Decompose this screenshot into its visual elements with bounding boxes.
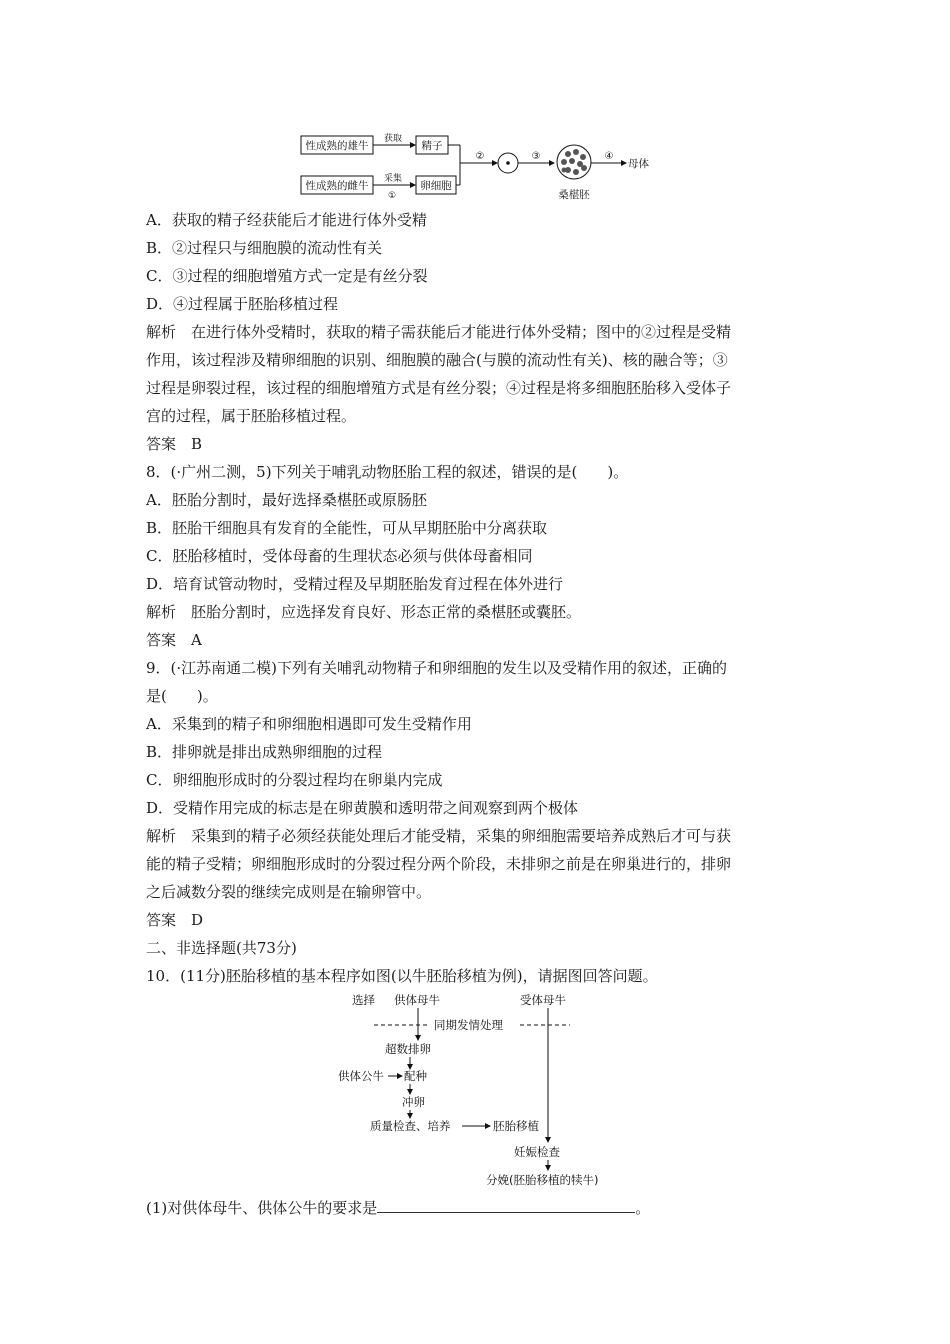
calving-label: 分娩(胚胎移植的犊牛): [486, 1173, 599, 1187]
step1-label: ①: [387, 191, 397, 201]
q8-option-a: A．胚胎分割时，最好选择桑椹胚或原肠胚: [146, 491, 427, 509]
q7-option-c: C．③过程的细胞增殖方式一定是有丝分裂: [146, 267, 428, 285]
sync-label: 同期发情处理: [434, 1018, 503, 1032]
q7-option-b: B．②过程只与细胞膜的流动性有关: [146, 239, 383, 257]
q9-analysis-line: 之后减数分裂的继续完成则是在输卵管中。: [146, 883, 432, 901]
q7-analysis-line: 宫的过程，属于胚胎移植过程。: [146, 407, 357, 425]
pregnancy-label: 妊娠检查: [514, 1145, 560, 1159]
q10-sub1: [146, 1198, 650, 1218]
q9-stem-line2: 是( )。: [146, 687, 218, 705]
recipient-cow-label: 受体母牛: [520, 993, 566, 1007]
step3-label: ③: [531, 151, 541, 162]
answer-blank[interactable]: [377, 1198, 635, 1213]
superovulation-label: 超数排卵: [385, 1042, 431, 1056]
q9-option-c: C．卵细胞形成时的分裂过程均在卵巢内完成: [146, 771, 443, 789]
embryo-transfer-flowchart: [330, 990, 620, 1190]
q8-option-d: D．培育试管动物时，受精过程及早期胚胎发育过程在体外进行: [146, 575, 564, 593]
donor-cow-label: 供体母牛: [394, 993, 440, 1007]
transfer-label: 胚胎移植: [493, 1119, 539, 1133]
step4-label: ④: [604, 151, 614, 162]
q9-analysis-line: 能的精子受精；卵细胞形成时的分裂过程分两个阶段，未排卵之前是在卵巢进行的，排卵: [146, 855, 732, 873]
mother-label: 母体: [628, 158, 649, 170]
select-label: 选择: [352, 993, 375, 1007]
collect-label: 采集: [383, 174, 403, 184]
q9-analysis-line: 解析 采集到的精子必须经获能处理后才能受精，采集的卵细胞需要培养成熟后才可与获: [146, 827, 732, 845]
morula-icon: [557, 145, 591, 179]
ivf-process-diagram: [300, 128, 660, 202]
q8-answer: 答案 A: [146, 631, 202, 649]
q9-option-d: D．受精作用完成的标志是在卵黄膜和透明带之间观察到两个极体: [146, 799, 579, 817]
q9-option-a: A．采集到的精子和卵细胞相遇即可发生受精作用: [146, 715, 472, 733]
flushing-label: 冲卵: [402, 1095, 425, 1109]
step2-label: ②: [475, 151, 485, 162]
q9-option-b: B．排卵就是排出成熟卵细胞的过程: [146, 743, 383, 761]
q8-stem: 8．(·广州二测，5)下列关于哺乳动物胚胎工程的叙述，错误的是( )。: [146, 463, 629, 481]
q10-sub1-suffix: 。: [635, 1199, 651, 1217]
q7-analysis-line: 解析 在进行体外受精时，获取的精子需获能后才能进行体外受精；图中的②过程是受精: [146, 323, 732, 341]
donor-bull-label: 供体公牛: [338, 1069, 384, 1083]
q9-stem-line1: 9．(·江苏南通二模)下列有关哺乳动物精子和卵细胞的发生以及受精作用的叙述，正确的: [146, 659, 728, 677]
mating-label: 配种: [404, 1069, 427, 1083]
get-label: 获取: [383, 134, 403, 144]
morula-label: 桑椹胚: [558, 189, 590, 201]
male-label: 性成熟的雄牛: [305, 140, 369, 152]
sperm-label: 精子: [421, 140, 443, 152]
q10-sub1-prefix: (1)对供体母牛、供体公牛的要求是: [146, 1199, 378, 1217]
q7-answer: 答案 B: [146, 435, 203, 453]
q10-stem: 10．(11分)胚胎移植的基本程序如图(以牛胚胎移植为例)，请据图回答问题。: [146, 967, 658, 985]
q8-option-c: C．胚胎移植时，受体母畜的生理状态必须与供体母畜相同: [146, 547, 533, 565]
egg-label: 卵细胞: [420, 180, 452, 192]
q7-analysis-line: 过程是卵裂过程，该过程的细胞增殖方式是有丝分裂；④过程是将多细胞胚胎移入受体子: [146, 379, 732, 397]
q7-option-d: D．④过程属于胚胎移植过程: [146, 295, 339, 313]
section-heading: 二、非选择题(共73分): [146, 939, 297, 957]
q7-option-a: A．获取的精子经获能后才能进行体外受精: [146, 211, 427, 229]
q7-analysis-line: 作用，该过程涉及精卵细胞的识别、细胞膜的融合(与膜的流动性有关)、核的融合等；③: [146, 351, 728, 369]
q8-analysis: 解析 胚胎分割时，应选择发育良好、形态正常的桑椹胚或囊胚。: [146, 603, 582, 621]
q8-option-b: B．胚胎干细胞具有发育的全能性，可从早期胚胎中分离获取: [146, 519, 548, 537]
q9-answer: 答案 D: [146, 911, 204, 929]
female-label: 性成熟的雌牛: [305, 180, 369, 192]
qc-label: 质量检查、培养: [370, 1119, 451, 1133]
